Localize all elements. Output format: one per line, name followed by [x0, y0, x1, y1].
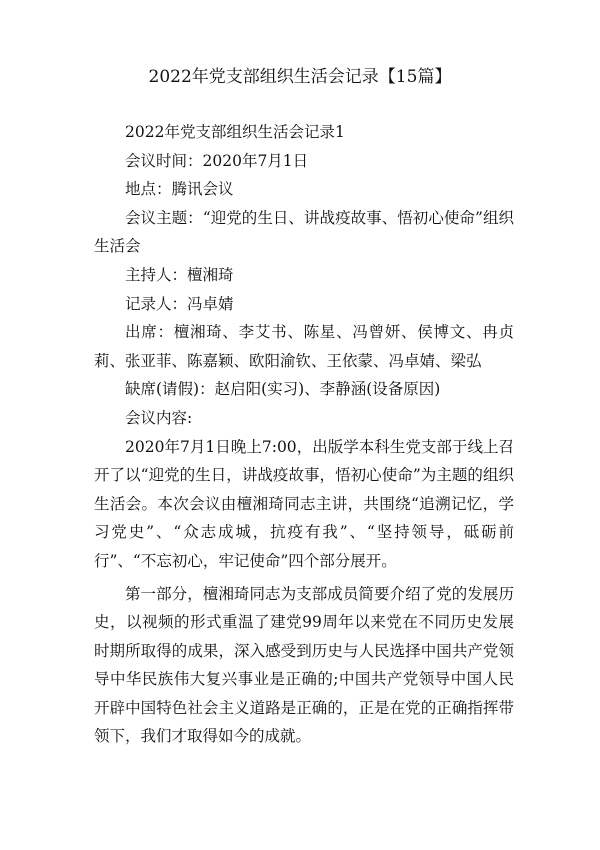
section-heading: 2022年党支部组织生活会记录1 — [125, 123, 345, 141]
content-paragraph: 第一部分，檀湘琦同志为支部成员简要介绍了党的发展历史，以视频的形式重温了建党99周年以来党在不同历史发展时期所取得的成果，深入感受到历史与人民选择中国共产党领导中华民族伟大复兴事业是正确的;中国共产党领导中国人民开辟中国特色社会主义道路是正确的，正是在党的正确指挥带领下，我们才取得如今的成就。 — [94, 584, 514, 746]
document-body — [94, 118, 514, 751]
absentees: 缺席(请假)：赵启阳(实习)、李静涵(设备原因) — [125, 380, 441, 399]
document-title: 2022年党支部组织生活会记录【15篇】 — [148, 67, 452, 87]
content-paragraph: 2020年7月1日晚上7:00，出版学本科生党支部于线上召开了以“迎党的生日，讲战疫故事，悟初心使命”为主题的组织生活会。本次会议由檀湘琦同志主讲，共围绕“追溯记忆，学习党史”、“众志成城，抗疫有我”、“坚持领导，砥砺前行”、“不忘初心，牢记使命”四个部分展开。 — [94, 437, 514, 570]
meeting-content-label: 会议内容: — [125, 408, 193, 427]
meeting-location: 地点：腾讯会议 — [125, 180, 234, 199]
meeting-theme: 会议主题：“迎党的生日、讲战疫故事、悟初心使命”组织生活会 — [94, 208, 514, 256]
attendees: 出席：檀湘琦、李艾书、陈星、冯曾妍、侯博文、冉贞莉、张亚菲、陈嘉颖、欧阳渝钦、王依蒙、冯卓婧、梁弘 — [94, 323, 514, 370]
meeting-time: 会议时间：2020年7月1日 — [125, 151, 309, 170]
meeting-host: 主持人：檀湘琦 — [125, 265, 234, 284]
meeting-recorder: 记录人：冯卓婧 — [125, 294, 234, 313]
